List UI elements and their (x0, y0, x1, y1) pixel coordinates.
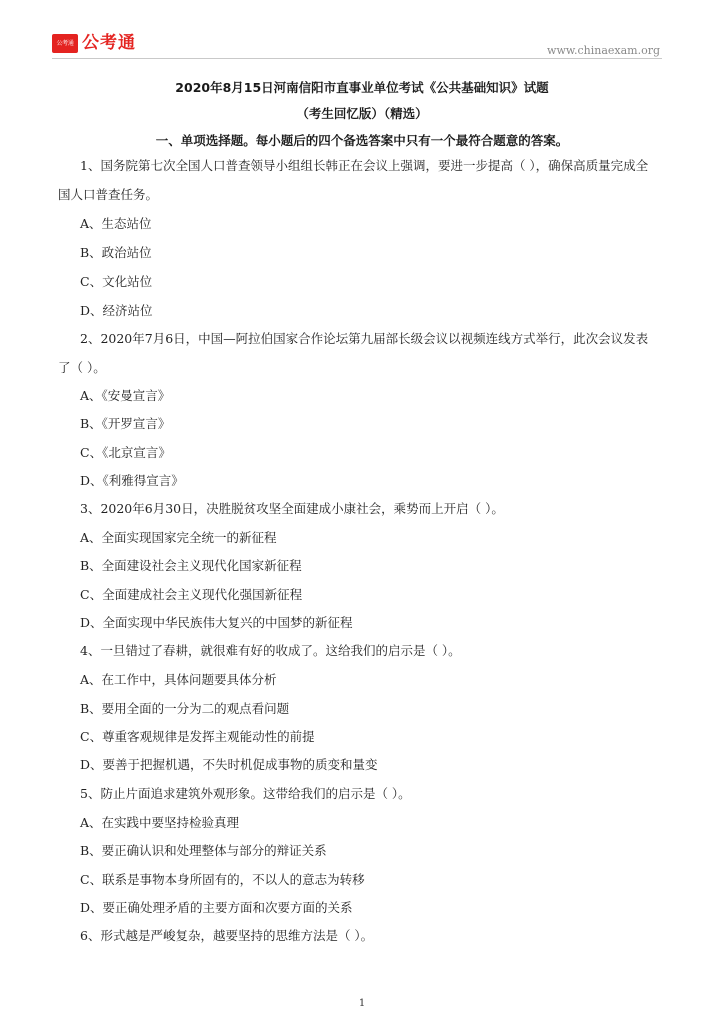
question-5-option-a: A、在实践中要坚持检验真理 (80, 815, 240, 830)
question-5-option-b: B、要正确认识和处理整体与部分的辩证关系 (80, 843, 327, 858)
question-3-option-a: A、全面实现国家完全统一的新征程 (80, 530, 277, 545)
question-1-stem: 1、国务院第七次全国人口普查领导小组组长韩正在会议上强调，要进一步提高（ ），确保高质量完成全 (80, 158, 649, 173)
question-1-option-a: A、生态站位 (80, 216, 152, 231)
question-4-option-a: A、在工作中，具体问题要具体分析 (80, 672, 277, 687)
question-6-stem: 6、形式越是严峻复杂，越要坚持的思维方法是（ ）。 (80, 928, 374, 943)
question-4-option-c: C、尊重客观规律是发挥主观能动性的前提 (80, 729, 315, 744)
header-divider (52, 58, 662, 59)
section-heading: 一、单项选择题。每小题后的四个备选答案中只有一个最符合题意的答案。 (155, 133, 569, 148)
question-4-stem: 4、一旦错过了春耕，就很难有好的收成了。这给我们的启示是（ ）。 (80, 643, 461, 658)
question-3-stem: 3、2020年6月30日，决胜脱贫攻坚全面建成小康社会，乘势而上开启（ ）。 (80, 501, 504, 516)
question-2-stem-cont: 了（ ）。 (58, 360, 106, 375)
question-3-option-d: D、全面实现中华民族伟大复兴的中国梦的新征程 (80, 615, 353, 630)
question-2-option-a: A、《安曼宣言》 (80, 388, 171, 403)
question-5-stem: 5、防止片面追求建筑外观形象。这带给我们的启示是（ ）。 (80, 786, 411, 801)
question-4-option-b: B、要用全面的一分为二的观点看问题 (80, 701, 290, 716)
site-url[interactable]: www.chinaexam.org (547, 44, 660, 57)
question-3-option-c: C、全面建成社会主义现代化强国新征程 (80, 587, 303, 602)
logo-badge: 公考通 (52, 34, 78, 53)
question-5-option-d: D、要正确处理矛盾的主要方面和次要方面的关系 (80, 900, 353, 915)
question-5-option-c: C、联系是事物本身所固有的，不以人的意志为转移 (80, 872, 365, 887)
page-number: 1 (358, 998, 366, 1009)
question-2-option-d: D、《利雅得宣言》 (80, 473, 184, 488)
question-3-option-b: B、全面建设社会主义现代化国家新征程 (80, 558, 302, 573)
question-1-stem-cont: 国人口普查任务。 (58, 187, 159, 202)
question-1-option-c: C、文化站位 (80, 274, 153, 289)
question-4-option-d: D、要善于把握机遇，不失时机促成事物的质变和量变 (80, 757, 378, 772)
document-title: 2020年8月15日河南信阳市直事业单位考试《公共基础知识》试题 (175, 80, 549, 95)
question-1-option-d: D、经济站位 (80, 303, 153, 318)
question-2-stem: 2、2020年7月6日，中国—阿拉伯国家合作论坛第九届部长级会议以视频连线方式举行，此次会议发表 (80, 331, 649, 346)
question-2-option-c: C、《北京宣言》 (80, 445, 171, 460)
document-subtitle: （考生回忆版）（精选） (296, 106, 428, 121)
question-1-option-b: B、政治站位 (80, 245, 152, 260)
logo-text: 公考通 (82, 33, 136, 53)
question-2-option-b: B、《开罗宣言》 (80, 416, 171, 431)
